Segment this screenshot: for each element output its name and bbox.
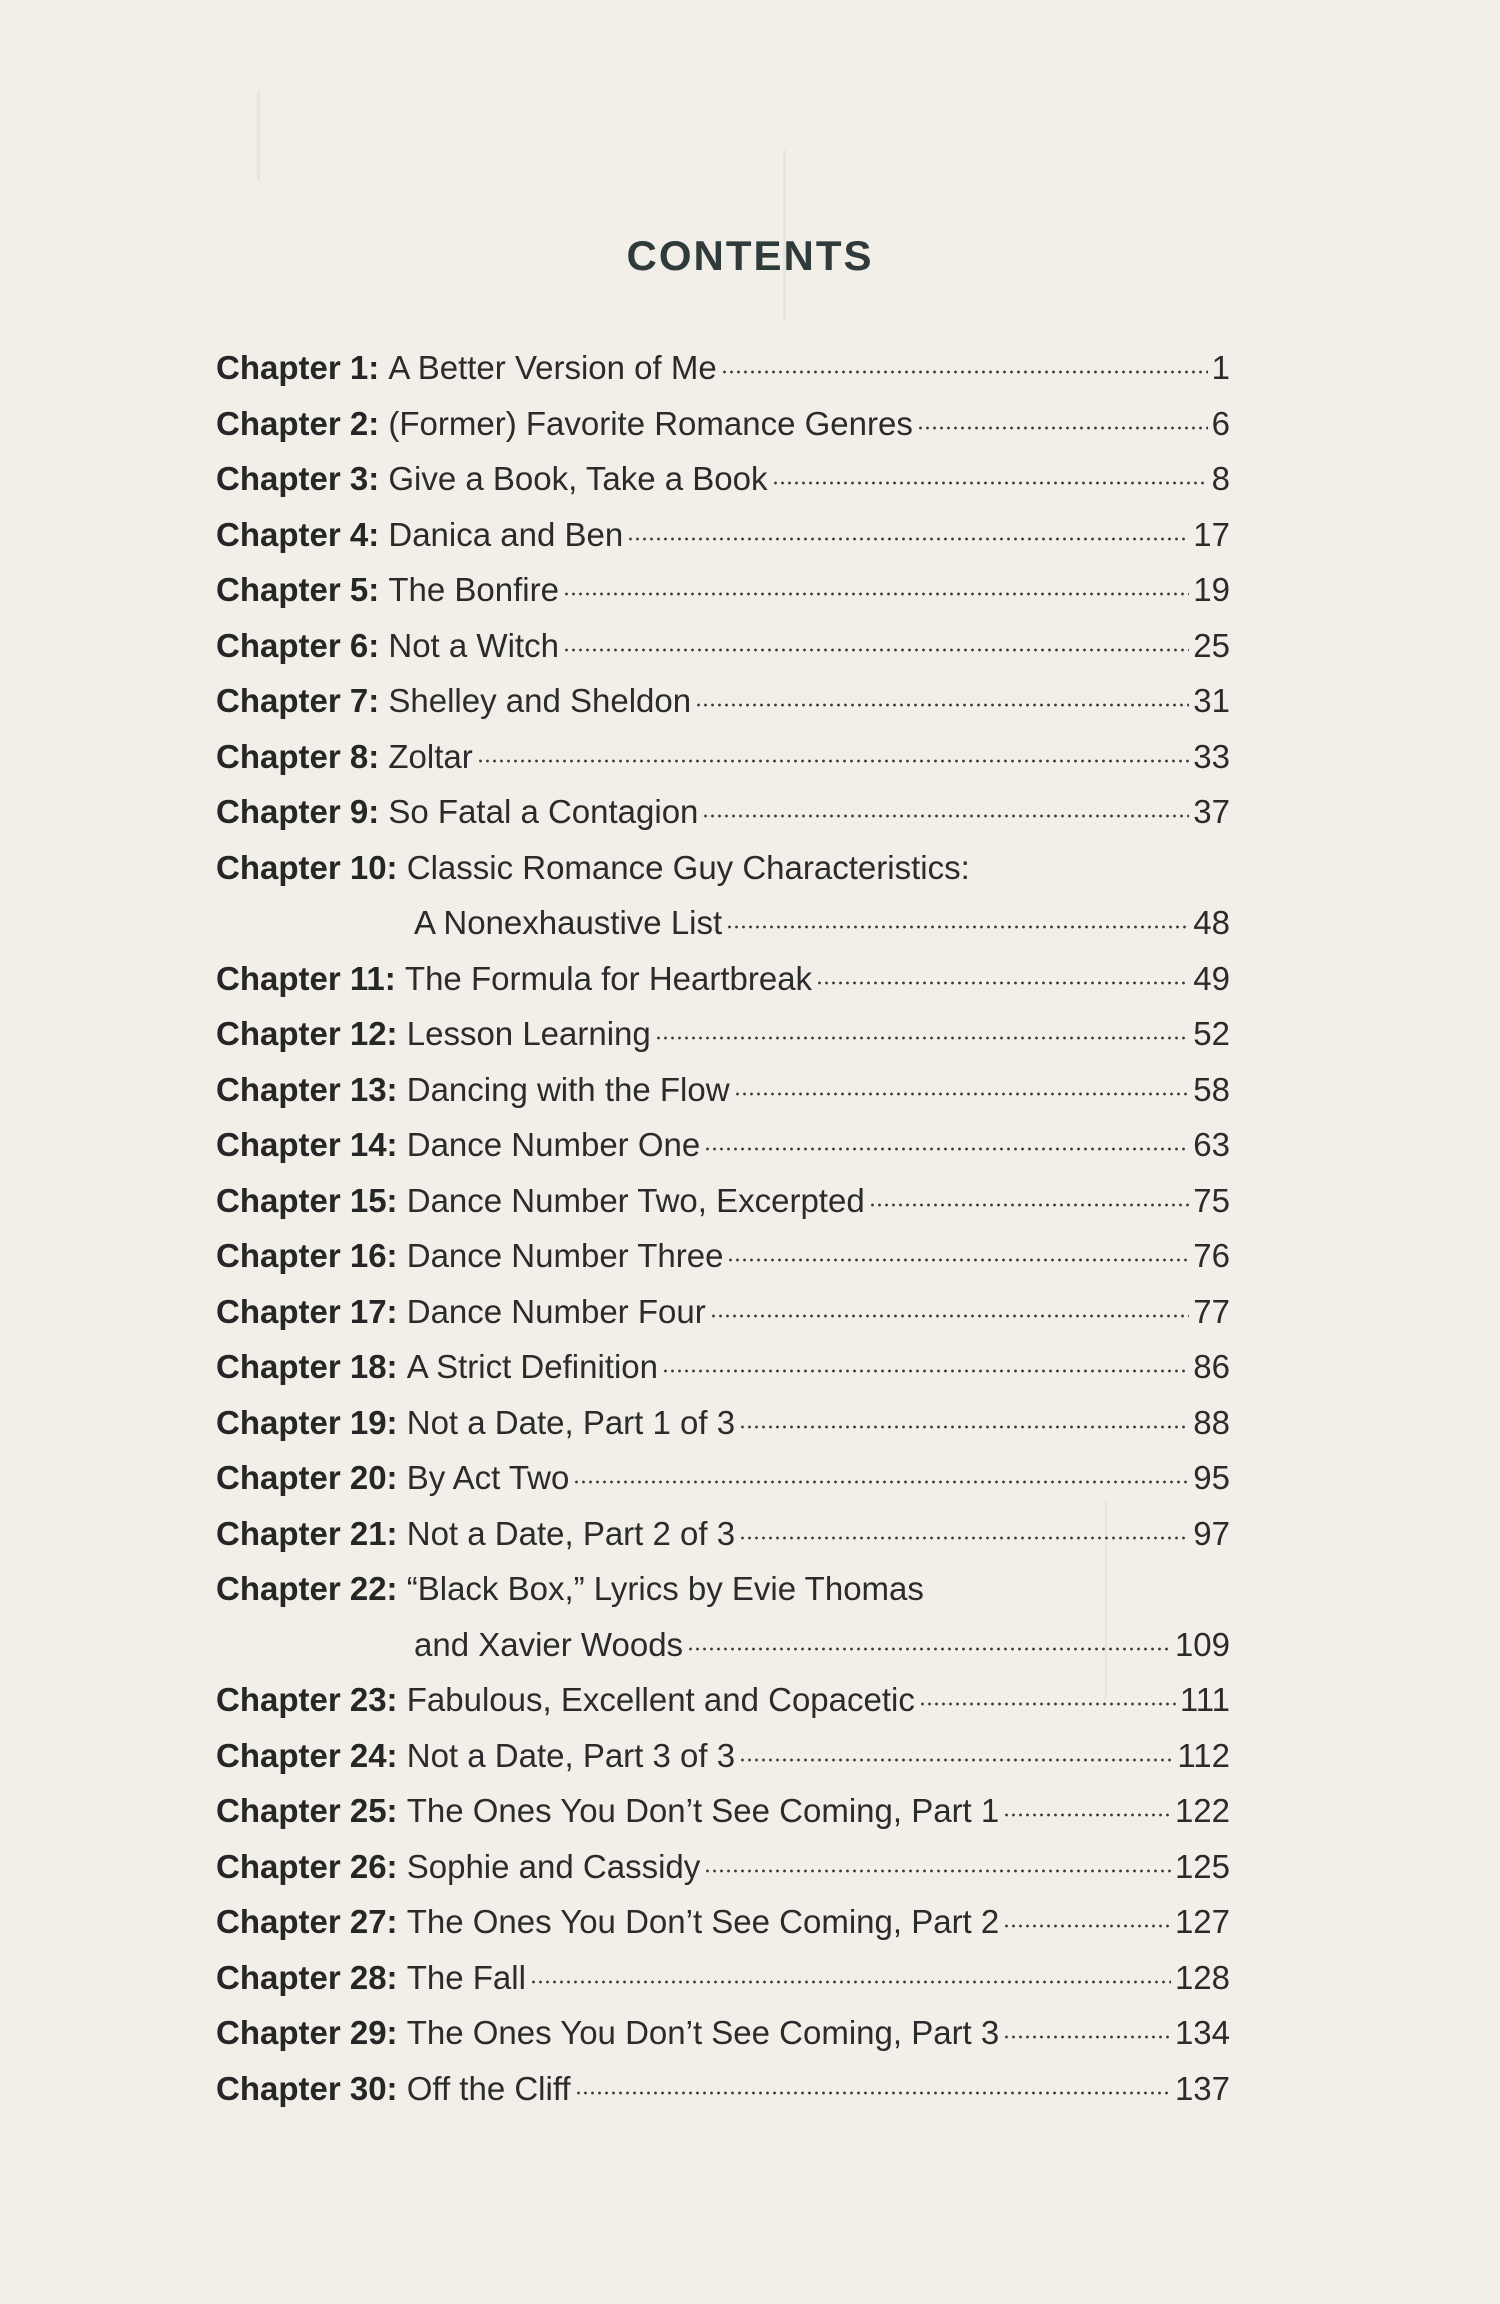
- chapter-title: Not a Date, Part 1 of 3: [406, 1403, 736, 1441]
- chapter-title: The Formula for Heartbreak: [404, 959, 813, 997]
- toc-entry: [216, 507, 1230, 563]
- chapter-title: The Fall: [406, 1958, 526, 1996]
- toc-entry: [216, 784, 1230, 840]
- page-number: 6: [1211, 404, 1230, 442]
- toc-entry: [216, 1006, 1230, 1062]
- toc-entry: [216, 951, 1230, 1007]
- page-number: 86: [1193, 1348, 1230, 1385]
- toc-entry: [216, 1062, 1230, 1118]
- page-title: CONTENTS: [626, 232, 874, 279]
- dot-leader: [530, 1977, 1171, 1987]
- dot-leader: [655, 1033, 1190, 1043]
- page-number: 77: [1193, 1292, 1230, 1330]
- chapter-title: So Fatal a Contagion: [388, 793, 699, 830]
- dot-leader: [477, 756, 1190, 766]
- chapter-number: Chapter 10:: [216, 848, 398, 886]
- dot-leader: [739, 1755, 1173, 1765]
- chapter-number: Chapter 24:: [216, 1736, 398, 1774]
- chapter-title: Dance Number Four: [406, 1292, 706, 1330]
- toc-line: [216, 1339, 1230, 1395]
- dot-leader: [727, 1255, 1189, 1265]
- toc-entry: [216, 1783, 1230, 1839]
- toc-line: [216, 340, 1230, 396]
- page-number: 58: [1193, 1070, 1230, 1108]
- page-number: 48: [1193, 904, 1230, 941]
- chapter-number: Chapter 25:: [216, 1792, 398, 1829]
- chapter-number: Chapter 20:: [216, 1459, 398, 1496]
- chapter-title: Zoltar: [388, 737, 473, 775]
- toc-line: [216, 1284, 1230, 1340]
- chapter-number: Chapter 27:: [216, 1903, 398, 1940]
- dot-leader: [1003, 1810, 1171, 1820]
- toc-entry: [216, 451, 1230, 507]
- dot-leader: [662, 1366, 1189, 1376]
- toc-entry: [216, 1728, 1230, 1784]
- toc-line: [216, 618, 1230, 674]
- toc-entry: [216, 1284, 1230, 1340]
- toc-line: [216, 840, 1230, 896]
- toc-entry: [216, 562, 1230, 618]
- toc-entry: [216, 729, 1230, 785]
- page-number: 112: [1177, 1736, 1230, 1774]
- toc-line: [216, 2005, 1230, 2061]
- toc-entry: [216, 1450, 1230, 1506]
- toc-entry: [216, 396, 1230, 452]
- toc-line: [216, 1506, 1230, 1562]
- toc-line: [216, 1006, 1230, 1062]
- toc-entry: [216, 1117, 1230, 1173]
- dot-leader: [1003, 1921, 1171, 1931]
- toc-line-continued: [216, 1617, 1230, 1673]
- dot-leader: [687, 1644, 1171, 1654]
- page-number: 97: [1193, 1514, 1230, 1552]
- dot-leader: [704, 1866, 1171, 1876]
- toc-entry: [216, 1339, 1230, 1395]
- toc-line: [216, 1228, 1230, 1284]
- toc-line: [216, 1783, 1230, 1839]
- dot-leader: [563, 645, 1189, 655]
- toc-entry: [216, 1672, 1230, 1728]
- toc-entry: [216, 618, 1230, 674]
- toc-line: [216, 507, 1230, 563]
- page-number: 17: [1193, 515, 1230, 553]
- chapter-title: The Ones You Don’t See Coming, Part 3: [406, 2014, 1000, 2051]
- toc-line: [216, 951, 1230, 1007]
- chapter-number: Chapter 16:: [216, 1237, 398, 1274]
- dot-leader: [702, 811, 1189, 821]
- toc-entry: [216, 340, 1230, 396]
- chapter-number: Chapter 30:: [216, 2069, 398, 2107]
- dot-leader: [726, 922, 1189, 932]
- toc-line: [216, 673, 1230, 729]
- chapter-title: Shelley and Sheldon: [388, 682, 692, 719]
- chapter-number: Chapter 18:: [216, 1348, 398, 1385]
- page-number: 19: [1193, 571, 1230, 608]
- chapter-title: Not a Witch: [388, 626, 559, 664]
- chapter-number: Chapter 5:: [216, 571, 380, 608]
- chapter-title-continued: A Nonexhaustive List: [414, 904, 723, 941]
- toc-line: [216, 1395, 1230, 1451]
- page-number: 109: [1174, 1625, 1230, 1663]
- toc-line: [216, 1117, 1230, 1173]
- dot-leader: [816, 978, 1189, 988]
- toc-line: [216, 784, 1230, 840]
- page-number: 76: [1193, 1237, 1230, 1274]
- chapter-number: Chapter 22:: [216, 1570, 398, 1607]
- chapter-title: Dancing with the Flow: [406, 1070, 730, 1108]
- page-number: 1: [1211, 349, 1230, 386]
- page-number: 127: [1174, 1903, 1230, 1940]
- dot-leader: [704, 1144, 1189, 1154]
- dot-leader: [575, 2088, 1171, 2098]
- toc-line: [216, 1062, 1230, 1118]
- chapter-title: Lesson Learning: [406, 1015, 651, 1052]
- chapter-number: Chapter 19:: [216, 1403, 398, 1441]
- toc-line: [216, 451, 1230, 507]
- chapter-number: Chapter 4:: [216, 515, 380, 553]
- chapter-number: Chapter 15:: [216, 1181, 398, 1219]
- chapter-number: Chapter 11:: [216, 959, 396, 997]
- toc-entry: [216, 673, 1230, 729]
- chapter-number: Chapter 29:: [216, 2014, 398, 2051]
- dot-leader: [869, 1200, 1190, 1210]
- page-number: 122: [1174, 1792, 1230, 1829]
- dot-leader: [917, 423, 1208, 433]
- dot-leader: [739, 1533, 1189, 1543]
- dot-leader: [563, 589, 1189, 599]
- dot-leader: [695, 700, 1189, 710]
- toc-entry: [216, 1173, 1230, 1229]
- chapter-title: A Better Version of Me: [388, 349, 717, 386]
- page-number: 33: [1193, 737, 1230, 775]
- toc-entry: [216, 1561, 1230, 1672]
- toc-line: [216, 729, 1230, 785]
- page-number: 95: [1193, 1459, 1230, 1496]
- dot-leader: [573, 1477, 1189, 1487]
- dot-leader: [627, 534, 1189, 544]
- page-number: 52: [1193, 1015, 1230, 1052]
- toc-entry: [216, 1894, 1230, 1950]
- page-number: 134: [1174, 2014, 1230, 2051]
- toc-entry: [216, 1228, 1230, 1284]
- chapter-number: Chapter 17:: [216, 1292, 398, 1330]
- chapter-number: Chapter 13:: [216, 1070, 398, 1108]
- toc-line: [216, 2061, 1230, 2117]
- chapter-title: Give a Book, Take a Book: [388, 460, 768, 497]
- toc-entry: [216, 840, 1230, 951]
- toc-line: [216, 1450, 1230, 1506]
- dot-leader: [919, 1699, 1176, 1709]
- toc-line-continued: [216, 895, 1230, 951]
- chapter-title: Sophie and Cassidy: [406, 1847, 701, 1885]
- dot-leader: [1003, 2032, 1171, 2042]
- chapter-number: Chapter 6:: [216, 626, 380, 664]
- chapter-title: Dance Number One: [406, 1126, 701, 1163]
- toc-line: [216, 396, 1230, 452]
- chapter-number: Chapter 9:: [216, 793, 380, 830]
- toc-entry: [216, 1395, 1230, 1451]
- chapter-title: A Strict Definition: [406, 1348, 659, 1385]
- chapter-title: The Ones You Don’t See Coming, Part 1: [406, 1792, 1000, 1829]
- chapter-title: (Former) Favorite Romance Genres: [388, 404, 913, 442]
- chapter-number: Chapter 12:: [216, 1015, 398, 1052]
- toc-line: [216, 1561, 1230, 1617]
- page-number: 25: [1193, 626, 1230, 664]
- chapter-title: By Act Two: [406, 1459, 570, 1496]
- chapter-number: Chapter 1:: [216, 349, 380, 386]
- chapter-title: Danica and Ben: [388, 515, 624, 553]
- dot-leader: [721, 367, 1208, 377]
- table-of-contents: [216, 340, 1230, 2116]
- page-number: 125: [1174, 1847, 1230, 1885]
- page-number: 49: [1193, 959, 1230, 997]
- toc-line: [216, 1672, 1230, 1728]
- toc-line: [216, 562, 1230, 618]
- chapter-title: Not a Date, Part 3 of 3: [406, 1736, 736, 1774]
- toc-entry: [216, 1506, 1230, 1562]
- chapter-title: Dance Number Three: [406, 1237, 724, 1274]
- page-number: 8: [1211, 460, 1230, 497]
- chapter-number: Chapter 28:: [216, 1958, 398, 1996]
- chapter-title: The Bonfire: [388, 571, 559, 608]
- chapter-title-continued: and Xavier Woods: [414, 1625, 684, 1663]
- chapter-title: Dance Number Two, Excerpted: [406, 1181, 865, 1219]
- page-number: 88: [1193, 1403, 1230, 1441]
- toc-entry: [216, 1950, 1230, 2006]
- toc-entry: [216, 2005, 1230, 2061]
- dot-leader: [739, 1422, 1189, 1432]
- page-number: 128: [1174, 1958, 1230, 1996]
- page-number: 63: [1193, 1126, 1230, 1163]
- chapter-title: Off the Cliff: [406, 2069, 571, 2107]
- page-number: 111: [1179, 1681, 1230, 1718]
- chapter-number: Chapter 2:: [216, 404, 380, 442]
- page-number: 137: [1174, 2069, 1230, 2107]
- toc-line: [216, 1728, 1230, 1784]
- chapter-title: “Black Box,” Lyrics by Evie Thomas: [406, 1570, 924, 1607]
- chapter-number: Chapter 14:: [216, 1126, 398, 1163]
- page-number: 75: [1193, 1181, 1230, 1219]
- toc-entry: [216, 2061, 1230, 2117]
- toc-line: [216, 1839, 1230, 1895]
- dot-leader: [772, 478, 1208, 488]
- dot-leader: [710, 1311, 1190, 1321]
- toc-entry: [216, 1839, 1230, 1895]
- chapter-title: Classic Romance Guy Characteristics:: [406, 848, 970, 886]
- chapter-title: Fabulous, Excellent and Copacetic: [406, 1681, 915, 1718]
- chapter-number: Chapter 23:: [216, 1681, 398, 1718]
- chapter-number: Chapter 8:: [216, 737, 380, 775]
- page-number: 31: [1193, 682, 1230, 719]
- chapter-number: Chapter 26:: [216, 1847, 398, 1885]
- paper-mark: [257, 90, 260, 180]
- page-number: 37: [1193, 793, 1230, 830]
- toc-line: [216, 1894, 1230, 1950]
- chapter-number: Chapter 3:: [216, 460, 380, 497]
- toc-line: [216, 1950, 1230, 2006]
- chapter-number: Chapter 21:: [216, 1514, 398, 1552]
- chapter-title: The Ones You Don’t See Coming, Part 2: [406, 1903, 1000, 1940]
- toc-line: [216, 1173, 1230, 1229]
- dot-leader: [734, 1089, 1190, 1099]
- chapter-title: Not a Date, Part 2 of 3: [406, 1514, 736, 1552]
- chapter-number: Chapter 7:: [216, 682, 380, 719]
